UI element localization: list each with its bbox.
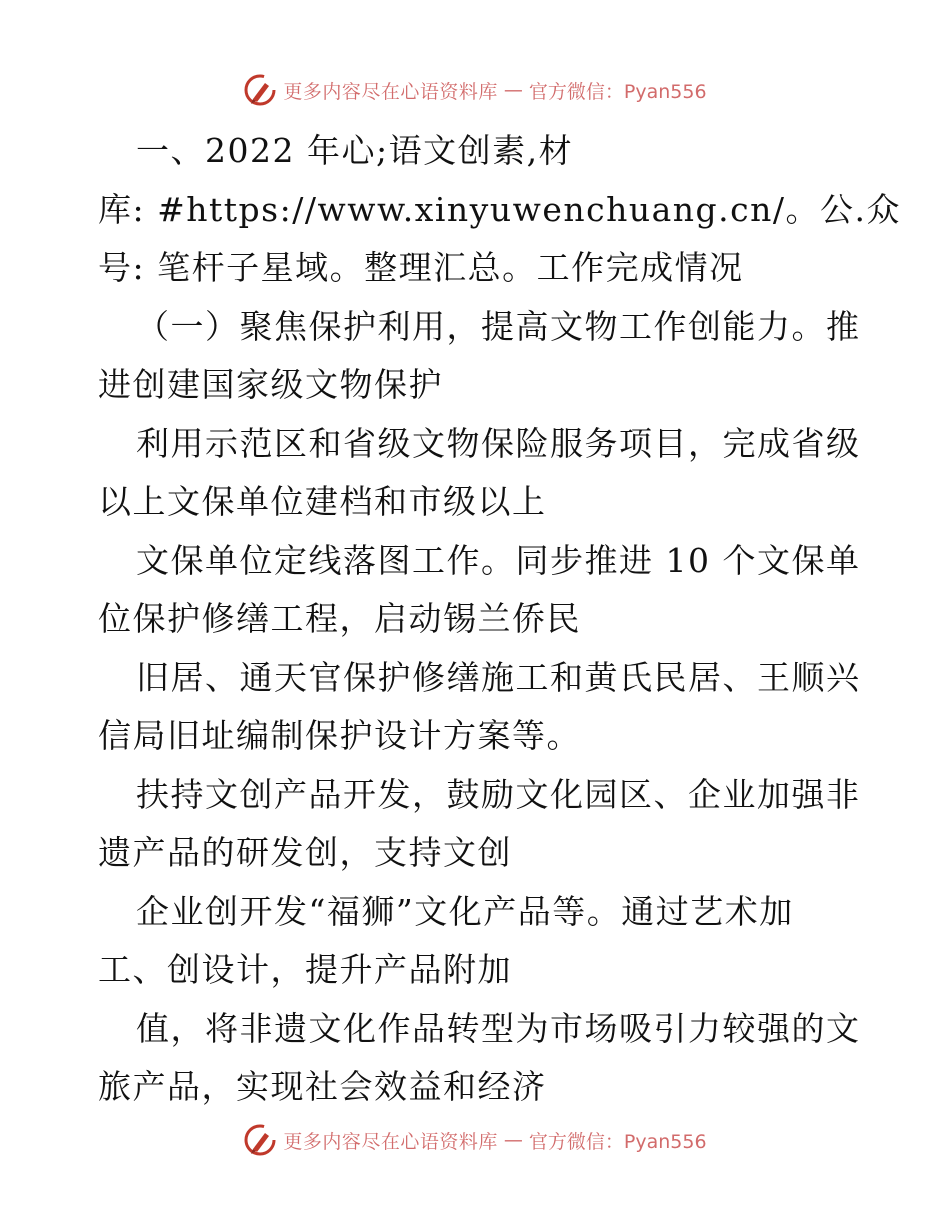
text-line: 号: 笔杆子星域。整理汇总。工作完成情况 xyxy=(98,248,744,287)
text-line: 工、创设计，提升产品附加 xyxy=(98,950,512,989)
watermark-title: 更多内容尽在心语资料库 xyxy=(283,1130,498,1153)
text-line: 信局旧址编制保护设计方案等。 xyxy=(98,716,581,755)
paragraph-line: 利用示范区和省级文物保险服务项目，完成省级 xyxy=(136,423,861,463)
watermark-separator: — xyxy=(503,79,523,101)
text-line: 以上文保单位建档和市级以上 xyxy=(98,482,547,521)
paragraph-line: 值，将非遗文化作品转型为市场吸引力较强的文 xyxy=(136,1008,861,1048)
text-line: 遗产品的研发创，支持文创 xyxy=(98,833,512,872)
watermark-separator: — xyxy=(503,1129,523,1151)
subsection-heading: （一）聚焦保护利用，提高文物工作创能力。推 xyxy=(136,306,861,346)
header-watermark xyxy=(0,70,950,110)
paragraph-line: 文保单位定线落图工作。同步推进 10 个文保单 xyxy=(136,540,861,580)
paragraph-line: 旧居、通天官保护修缮施工和黄氏民居、王顺兴 xyxy=(136,657,861,697)
footer-watermark xyxy=(0,1120,950,1160)
watermark-title: 更多内容尽在心语资料库 xyxy=(283,80,498,103)
paragraph-line: 企业创开发“福狮”文化产品等。通过艺术加 xyxy=(136,891,794,931)
watermark-contact: 官方微信：Pyan556 xyxy=(528,1130,707,1153)
watermark-contact: 官方微信：Pyan556 xyxy=(528,80,707,103)
pen-logo-icon xyxy=(243,1123,277,1157)
paragraph-line: 扶持文创产品开发，鼓励文化园区、企业加强非 xyxy=(136,774,861,814)
pen-logo-icon xyxy=(243,73,277,107)
section-heading: 一、2022 年心;语文创素,材 xyxy=(136,131,574,170)
text-line: 位保护修缮工程，启动锡兰侨民 xyxy=(98,599,581,638)
text-line: 库: #https://www.xinyuwenchuang.cn/。公.众 xyxy=(98,189,901,229)
text-line: 旅产品，实现社会效益和经济 xyxy=(98,1067,547,1106)
document-body xyxy=(98,122,901,1117)
text-line: 进创建国家级文物保护 xyxy=(98,365,443,404)
